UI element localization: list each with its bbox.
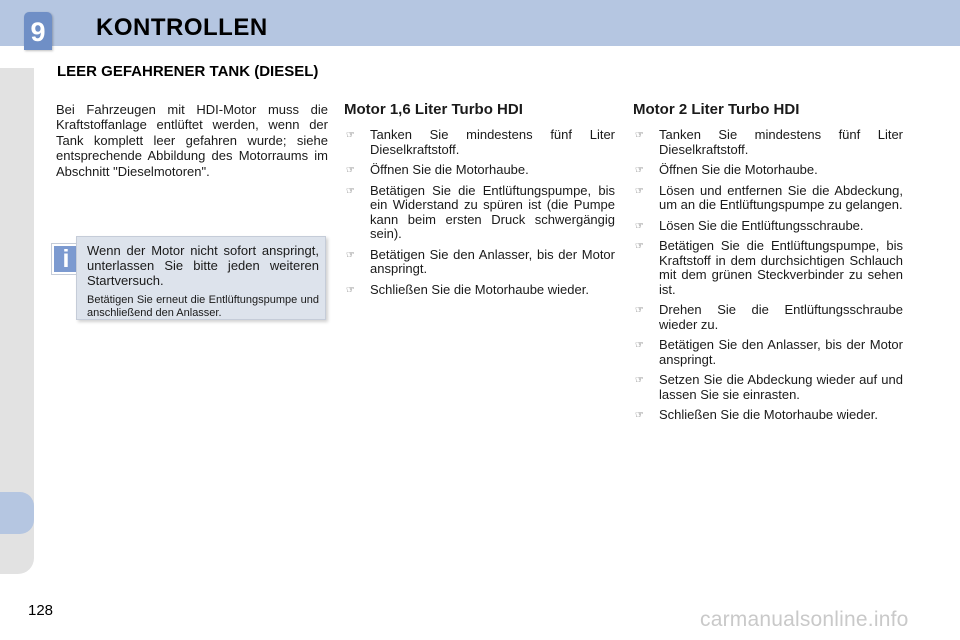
list-item: ☞ Tanken Sie mindestens fünf Liter Dieselkraftstoff. [635, 127, 903, 157]
pointing-hand-icon: ☞ [346, 284, 355, 296]
list-item: ☞ Betätigen Sie die Entlüftungspumpe, bis ein Widerstand zu spüren ist (die Pumpe kann beim ersten Druck schwergängig sein). [346, 182, 615, 241]
pointing-hand-icon: ☞ [635, 241, 644, 252]
info-note-text: Wenn der Motor nicht sofort anspringt, unterlassen Sie bitte jeden weiteren Startversuch. [87, 243, 319, 288]
chapter-tab-marker [0, 492, 34, 534]
list-item: ☞ Lösen und entfernen Sie die Abdeckung, um an die Entlüftungspumpe zu gelangen. [635, 182, 903, 212]
step-list [633, 128, 903, 423]
column-motor-2 [633, 101, 903, 429]
chapter-number-badge: 9 [24, 12, 52, 50]
pointing-hand-icon: ☞ [635, 130, 644, 141]
pointing-hand-icon: ☞ [635, 165, 644, 176]
list-item: ☞ Tanken Sie mindestens fünf Liter Dieselkraftstoff. [346, 127, 615, 157]
pointing-hand-icon: ☞ [635, 185, 644, 197]
step-list [344, 128, 615, 297]
list-item: ☞ Lösen Sie die Entlüftungsschraube. [635, 217, 864, 233]
list-item: ☞ Betätigen Sie den Anlasser, bis der Motor anspringt. [635, 337, 903, 367]
intro-paragraph: Bei Fahrzeugen mit HDI-Motor muss die Kraftstoffanlage entlüftet werden, wenn der Tank komplett leer gefahren wurde; siehe entsprechende Abbildung des Motorraums im Abschnitt "Dieselmotoren". [56, 102, 328, 179]
pointing-hand-icon: ☞ [635, 375, 644, 386]
pointing-hand-icon: ☞ [635, 305, 644, 316]
info-icon: i [52, 244, 80, 274]
page-number: 128 [28, 602, 54, 619]
watermark: carmanualsonline.info [700, 608, 909, 631]
info-note-subtext: Betätigen Sie erneut die Entlüftungspumpe und anschließend den Anlasser. [87, 294, 319, 319]
list-item: ☞ Schließen Sie die Motorhaube wieder. [635, 407, 878, 422]
list-item: ☞ Öffnen Sie die Motorhaube. [346, 162, 529, 177]
column-title: Motor 2 Liter Turbo HDI [633, 101, 800, 118]
side-margin-band [0, 68, 34, 574]
column-title: Motor 1,6 Liter Turbo HDI [344, 101, 523, 118]
list-item: ☞ Öffnen Sie die Motorhaube. [635, 162, 818, 177]
list-item: ☞ Setzen Sie die Abdeckung wieder auf und lassen Sie sie einrasten. [635, 372, 903, 402]
page-title: KONTROLLEN [96, 14, 268, 41]
section-title: LEER GEFAHRENER TANK (DIESEL) [57, 63, 319, 80]
list-item: ☞ Betätigen Sie den Anlasser, bis der Motor anspringt. [346, 246, 615, 276]
pointing-hand-icon: ☞ [346, 130, 355, 141]
list-item: ☞ Drehen Sie die Entlüftungsschraube wieder zu. [635, 302, 903, 332]
pointing-hand-icon: ☞ [635, 410, 644, 421]
pointing-hand-icon: ☞ [635, 340, 644, 351]
list-item: ☞ Schließen Sie die Motorhaube wieder. [346, 281, 589, 297]
pointing-hand-icon: ☞ [635, 220, 644, 232]
info-note-box [76, 236, 326, 320]
list-item: ☞ Betätigen Sie die Entlüftungspumpe, bis Kraftstoff in dem durchsichtigen Schlauch mit dem grünen Steckverbinder zu sehen ist. [635, 238, 903, 297]
pointing-hand-icon: ☞ [346, 185, 355, 197]
pointing-hand-icon: ☞ [346, 249, 355, 261]
column-motor-1-6 [344, 101, 615, 303]
pointing-hand-icon: ☞ [346, 165, 355, 176]
